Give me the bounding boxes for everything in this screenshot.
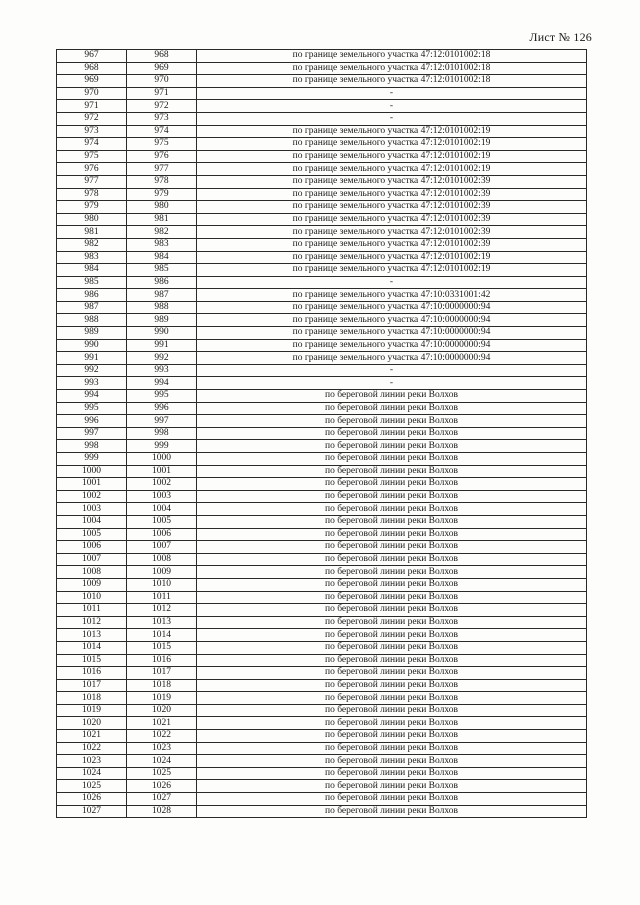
boundary-description-cell: по границе земельного участка 47:12:0101002:39	[197, 201, 587, 214]
table-row	[57, 201, 587, 214]
point-from-cell: 1013	[57, 629, 127, 642]
point-from-cell: 1023	[57, 755, 127, 768]
sheet-number: Лист № 126	[529, 30, 592, 44]
point-from-cell: 974	[57, 138, 127, 151]
boundary-description-cell: по береговой линии реки Волхов	[197, 730, 587, 743]
point-from-cell: 1027	[57, 805, 127, 818]
boundary-description-cell: по береговой линии реки Волхов	[197, 604, 587, 617]
boundary-description-cell: по береговой линии реки Волхов	[197, 767, 587, 780]
point-from-cell: 989	[57, 327, 127, 340]
point-from-cell: 973	[57, 125, 127, 138]
point-from-cell: 978	[57, 188, 127, 201]
boundary-description-cell: по береговой линии реки Волхов	[197, 503, 587, 516]
point-from-cell: 976	[57, 163, 127, 176]
table-row	[57, 440, 587, 453]
boundary-description-cell: по береговой линии реки Волхов	[197, 641, 587, 654]
boundary-description-cell: по береговой линии реки Волхов	[197, 679, 587, 692]
point-to-cell: 1020	[127, 704, 197, 717]
table-row	[57, 301, 587, 314]
table-row	[57, 112, 587, 125]
table-row	[57, 704, 587, 717]
point-to-cell: 1008	[127, 553, 197, 566]
boundary-description-cell: по береговой линии реки Волхов	[197, 667, 587, 680]
table-row	[57, 427, 587, 440]
point-to-cell: 999	[127, 440, 197, 453]
point-from-cell: 972	[57, 112, 127, 125]
table-row	[57, 289, 587, 302]
boundary-description-cell: по береговой линии реки Волхов	[197, 742, 587, 755]
boundary-description-cell: -	[197, 100, 587, 113]
table-row	[57, 566, 587, 579]
point-to-cell: 992	[127, 352, 197, 365]
point-from-cell: 999	[57, 453, 127, 466]
table-row	[57, 75, 587, 88]
table-row	[57, 251, 587, 264]
boundary-description-cell: по береговой линии реки Волхов	[197, 515, 587, 528]
point-to-cell: 972	[127, 100, 197, 113]
point-from-cell: 968	[57, 62, 127, 75]
point-from-cell: 971	[57, 100, 127, 113]
point-to-cell: 1010	[127, 578, 197, 591]
point-from-cell: 1018	[57, 692, 127, 705]
point-from-cell: 991	[57, 352, 127, 365]
table-row	[57, 352, 587, 365]
table-row	[57, 654, 587, 667]
point-to-cell: 974	[127, 125, 197, 138]
point-from-cell: 979	[57, 201, 127, 214]
table-row	[57, 553, 587, 566]
point-to-cell: 989	[127, 314, 197, 327]
boundary-description-cell: по береговой линии реки Волхов	[197, 780, 587, 793]
boundary-description-cell: по границе земельного участка 47:12:0101002:19	[197, 163, 587, 176]
point-from-cell: 1010	[57, 591, 127, 604]
boundary-description-cell: по береговой линии реки Волхов	[197, 490, 587, 503]
point-from-cell: 1001	[57, 478, 127, 491]
point-from-cell: 1025	[57, 780, 127, 793]
table-row	[57, 465, 587, 478]
point-from-cell: 1008	[57, 566, 127, 579]
table-row	[57, 780, 587, 793]
point-from-cell: 983	[57, 251, 127, 264]
table-row	[57, 415, 587, 428]
point-to-cell: 971	[127, 87, 197, 100]
boundary-description-cell: по границе земельного участка 47:12:0101002:19	[197, 251, 587, 264]
table-row	[57, 578, 587, 591]
point-from-cell: 1002	[57, 490, 127, 503]
point-from-cell: 985	[57, 276, 127, 289]
boundary-description-cell: по границе земельного участка 47:10:0000000:94	[197, 339, 587, 352]
point-from-cell: 996	[57, 415, 127, 428]
point-to-cell: 985	[127, 264, 197, 277]
boundary-description-cell: -	[197, 112, 587, 125]
table-row	[57, 767, 587, 780]
boundary-description-cell: по границе земельного участка 47:12:0101002:18	[197, 75, 587, 88]
point-from-cell: 1026	[57, 793, 127, 806]
boundary-description-cell: по береговой линии реки Волхов	[197, 390, 587, 403]
table-row	[57, 276, 587, 289]
boundary-description-cell: -	[197, 377, 587, 390]
point-to-cell: 990	[127, 327, 197, 340]
point-to-cell: 977	[127, 163, 197, 176]
point-to-cell: 1019	[127, 692, 197, 705]
point-to-cell: 1027	[127, 793, 197, 806]
point-from-cell: 990	[57, 339, 127, 352]
table-row	[57, 679, 587, 692]
point-from-cell: 1003	[57, 503, 127, 516]
boundary-description-cell: по береговой линии реки Волхов	[197, 440, 587, 453]
point-to-cell: 998	[127, 427, 197, 440]
point-to-cell: 1012	[127, 604, 197, 617]
point-to-cell: 1023	[127, 742, 197, 755]
table-row	[57, 377, 587, 390]
boundary-description-cell: -	[197, 276, 587, 289]
table-row	[57, 100, 587, 113]
point-to-cell: 1011	[127, 591, 197, 604]
point-from-cell: 1004	[57, 515, 127, 528]
point-to-cell: 995	[127, 390, 197, 403]
point-from-cell: 1020	[57, 717, 127, 730]
table-row	[57, 327, 587, 340]
point-to-cell: 997	[127, 415, 197, 428]
boundary-description-cell: по береговой линии реки Волхов	[197, 415, 587, 428]
point-from-cell: 1015	[57, 654, 127, 667]
boundary-description-cell: по границе земельного участка 47:12:0101002:39	[197, 213, 587, 226]
point-from-cell: 992	[57, 364, 127, 377]
point-to-cell: 1024	[127, 755, 197, 768]
table-row	[57, 755, 587, 768]
point-to-cell: 975	[127, 138, 197, 151]
point-from-cell: 1012	[57, 616, 127, 629]
table-row	[57, 805, 587, 818]
boundary-description-cell: по береговой линии реки Волхов	[197, 616, 587, 629]
table-row	[57, 339, 587, 352]
table-body	[57, 50, 587, 818]
point-to-cell: 1025	[127, 767, 197, 780]
point-to-cell: 968	[127, 50, 197, 63]
table-row	[57, 541, 587, 554]
table-row	[57, 604, 587, 617]
table-row	[57, 692, 587, 705]
boundary-description-cell: по границе земельного участка 47:12:0101002:19	[197, 125, 587, 138]
table-row	[57, 793, 587, 806]
table-row	[57, 188, 587, 201]
point-from-cell: 982	[57, 238, 127, 251]
boundary-description-cell: по границе земельного участка 47:12:0101002:19	[197, 150, 587, 163]
boundary-description-cell: по береговой линии реки Волхов	[197, 692, 587, 705]
point-to-cell: 1003	[127, 490, 197, 503]
boundary-description-cell: по береговой линии реки Волхов	[197, 528, 587, 541]
boundary-description-cell: по береговой линии реки Волхов	[197, 717, 587, 730]
point-to-cell: 1004	[127, 503, 197, 516]
boundary-description-cell: по границе земельного участка 47:10:0000000:94	[197, 327, 587, 340]
point-to-cell: 983	[127, 238, 197, 251]
boundary-description-cell: по береговой линии реки Волхов	[197, 427, 587, 440]
point-to-cell: 1022	[127, 730, 197, 743]
table-row	[57, 515, 587, 528]
point-to-cell: 978	[127, 175, 197, 188]
point-to-cell: 1005	[127, 515, 197, 528]
table-row	[57, 730, 587, 743]
point-to-cell: 984	[127, 251, 197, 264]
point-from-cell: 1007	[57, 553, 127, 566]
point-to-cell: 996	[127, 402, 197, 415]
boundary-description-cell: по границе земельного участка 47:12:0101002:39	[197, 175, 587, 188]
point-from-cell: 1000	[57, 465, 127, 478]
point-to-cell: 1007	[127, 541, 197, 554]
table-row	[57, 163, 587, 176]
point-from-cell: 1006	[57, 541, 127, 554]
table-row	[57, 717, 587, 730]
point-from-cell: 1016	[57, 667, 127, 680]
table-row	[57, 87, 587, 100]
boundary-description-cell: по береговой линии реки Волхов	[197, 591, 587, 604]
point-from-cell: 980	[57, 213, 127, 226]
point-to-cell: 1001	[127, 465, 197, 478]
point-to-cell: 969	[127, 62, 197, 75]
table-row	[57, 629, 587, 642]
boundary-description-cell: по береговой линии реки Волхов	[197, 566, 587, 579]
point-to-cell: 988	[127, 301, 197, 314]
point-to-cell: 1000	[127, 453, 197, 466]
point-from-cell: 1021	[57, 730, 127, 743]
table-row	[57, 125, 587, 138]
point-to-cell: 1015	[127, 641, 197, 654]
point-to-cell: 980	[127, 201, 197, 214]
point-to-cell: 979	[127, 188, 197, 201]
point-to-cell: 1028	[127, 805, 197, 818]
table-row	[57, 591, 587, 604]
table-row	[57, 490, 587, 503]
point-from-cell: 1009	[57, 578, 127, 591]
boundary-description-cell: по береговой линии реки Волхов	[197, 654, 587, 667]
boundary-description-cell: по береговой линии реки Волхов	[197, 553, 587, 566]
point-from-cell: 987	[57, 301, 127, 314]
table-row	[57, 264, 587, 277]
boundary-description-cell: по береговой линии реки Волхов	[197, 402, 587, 415]
point-from-cell: 1022	[57, 742, 127, 755]
point-to-cell: 1002	[127, 478, 197, 491]
table-row	[57, 503, 587, 516]
boundary-description-cell: по береговой линии реки Волхов	[197, 578, 587, 591]
table-row	[57, 390, 587, 403]
table-row	[57, 50, 587, 63]
point-to-cell: 973	[127, 112, 197, 125]
point-from-cell: 997	[57, 427, 127, 440]
table-row	[57, 62, 587, 75]
table-row	[57, 453, 587, 466]
point-from-cell: 970	[57, 87, 127, 100]
point-from-cell: 988	[57, 314, 127, 327]
point-to-cell: 1017	[127, 667, 197, 680]
table-row	[57, 150, 587, 163]
point-from-cell: 1017	[57, 679, 127, 692]
table-row	[57, 528, 587, 541]
boundary-description-cell: по границе земельного участка 47:12:0101002:19	[197, 138, 587, 151]
boundary-description-cell: по береговой линии реки Волхов	[197, 465, 587, 478]
point-to-cell: 981	[127, 213, 197, 226]
point-to-cell: 1016	[127, 654, 197, 667]
boundary-description-cell: по границе земельного участка 47:10:0000000:94	[197, 352, 587, 365]
point-to-cell: 1014	[127, 629, 197, 642]
table-row	[57, 314, 587, 327]
point-from-cell: 969	[57, 75, 127, 88]
table-row	[57, 238, 587, 251]
boundary-description-cell: по береговой линии реки Волхов	[197, 805, 587, 818]
boundary-description-cell: -	[197, 364, 587, 377]
point-from-cell: 998	[57, 440, 127, 453]
point-to-cell: 1013	[127, 616, 197, 629]
point-from-cell: 1014	[57, 641, 127, 654]
table-row	[57, 641, 587, 654]
boundary-description-cell: по границе земельного участка 47:12:0101002:39	[197, 188, 587, 201]
point-from-cell: 986	[57, 289, 127, 302]
table-row	[57, 138, 587, 151]
point-from-cell: 1019	[57, 704, 127, 717]
table-row	[57, 402, 587, 415]
boundary-description-cell: по границе земельного участка 47:12:0101002:39	[197, 238, 587, 251]
point-to-cell: 1026	[127, 780, 197, 793]
point-to-cell: 1018	[127, 679, 197, 692]
boundary-description-cell: по береговой линии реки Волхов	[197, 629, 587, 642]
point-from-cell: 993	[57, 377, 127, 390]
point-from-cell: 1024	[57, 767, 127, 780]
boundary-description-cell: по береговой линии реки Волхов	[197, 453, 587, 466]
boundary-description-cell: по границе земельного участка 47:12:0101002:18	[197, 62, 587, 75]
point-to-cell: 976	[127, 150, 197, 163]
boundary-description-cell: по границе земельного участка 47:10:0000000:94	[197, 314, 587, 327]
boundary-description-cell: по границе земельного участка 47:12:0101002:39	[197, 226, 587, 239]
point-to-cell: 1006	[127, 528, 197, 541]
boundary-points-table	[56, 49, 587, 818]
table-row	[57, 226, 587, 239]
boundary-description-cell: -	[197, 87, 587, 100]
boundary-description-cell: по береговой линии реки Волхов	[197, 478, 587, 491]
point-to-cell: 982	[127, 226, 197, 239]
point-from-cell: 967	[57, 50, 127, 63]
point-from-cell: 981	[57, 226, 127, 239]
point-to-cell: 970	[127, 75, 197, 88]
table-row	[57, 175, 587, 188]
boundary-description-cell: по береговой линии реки Волхов	[197, 793, 587, 806]
boundary-description-cell: по границе земельного участка 47:12:0101002:18	[197, 50, 587, 63]
point-from-cell: 977	[57, 175, 127, 188]
point-to-cell: 993	[127, 364, 197, 377]
table-row	[57, 364, 587, 377]
boundary-description-cell: по границе земельного участка 47:12:0101002:19	[197, 264, 587, 277]
boundary-description-cell: по границе земельного участка 47:10:0331001:42	[197, 289, 587, 302]
table-row	[57, 742, 587, 755]
table-row	[57, 213, 587, 226]
point-from-cell: 1005	[57, 528, 127, 541]
point-from-cell: 975	[57, 150, 127, 163]
table-row	[57, 667, 587, 680]
point-to-cell: 1021	[127, 717, 197, 730]
boundary-description-cell: по береговой линии реки Волхов	[197, 755, 587, 768]
point-to-cell: 994	[127, 377, 197, 390]
boundary-description-cell: по береговой линии реки Волхов	[197, 704, 587, 717]
boundary-description-cell: по границе земельного участка 47:10:0000000:94	[197, 301, 587, 314]
point-to-cell: 991	[127, 339, 197, 352]
point-from-cell: 994	[57, 390, 127, 403]
point-to-cell: 1009	[127, 566, 197, 579]
point-from-cell: 984	[57, 264, 127, 277]
table-row	[57, 478, 587, 491]
point-to-cell: 986	[127, 276, 197, 289]
table-row	[57, 616, 587, 629]
point-from-cell: 1011	[57, 604, 127, 617]
point-from-cell: 995	[57, 402, 127, 415]
boundary-description-cell: по береговой линии реки Волхов	[197, 541, 587, 554]
point-to-cell: 987	[127, 289, 197, 302]
